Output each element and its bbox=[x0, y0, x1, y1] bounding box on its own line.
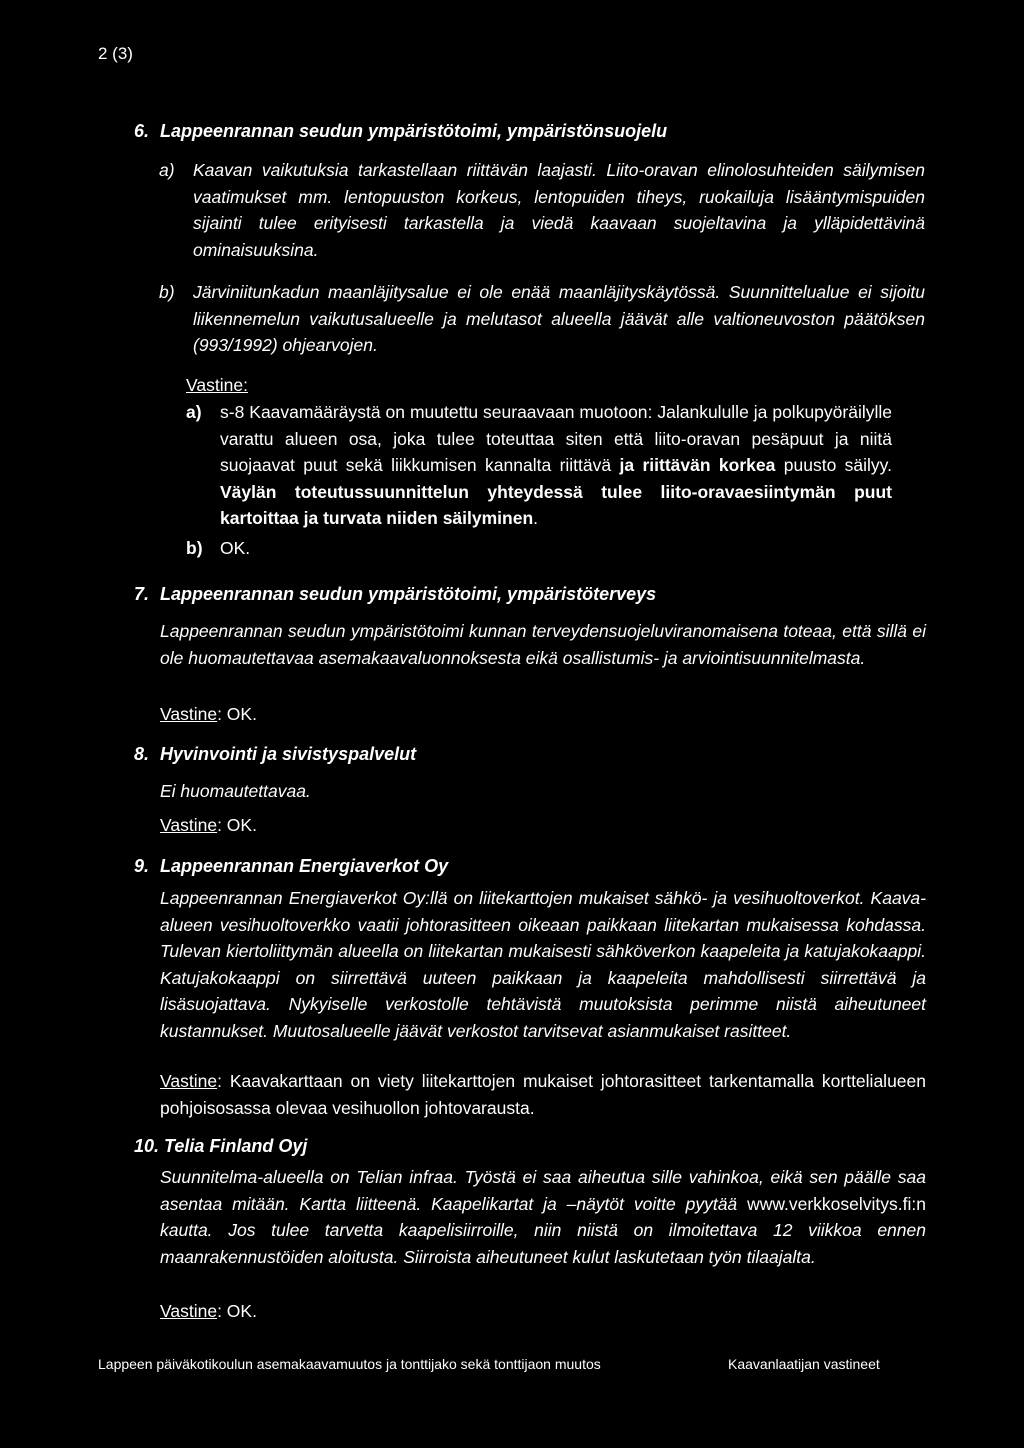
section-10-title: Telia Finland Oyj bbox=[164, 1136, 308, 1156]
point-a-label: a) bbox=[159, 160, 175, 180]
section-6-vastine-label: Vastine: bbox=[186, 375, 248, 395]
section-9-vastine bbox=[160, 1068, 926, 1121]
section-7-text: Lappeenrannan seudun ympäristötoimi kunnan terveydensuojeluviranomaisena toteaa, että sillä ei ole huomautettavaa asemakaavaluonnoksesta eikä osallistumis- ja arviointisuunnitelmasta. bbox=[160, 621, 926, 668]
section-8-title: Hyvinvointi ja sivistyspalvelut bbox=[160, 744, 417, 764]
vastine-a-text-bold-1: ja riittävän korkea bbox=[619, 455, 776, 475]
section-9-vastine-label: Vastine bbox=[160, 1071, 218, 1091]
section-9-vastine-text: : Kaavakarttaan on viety liitekarttojen mukaiset johtorasitteet tarkentamalla korttelialueen pohjoisosassa olevaa vesihuollon johtovarausta. bbox=[160, 1071, 926, 1118]
footer-right: Kaavanlaatijan vastineet bbox=[728, 1356, 880, 1372]
section-8-number: 8. bbox=[134, 744, 150, 764]
vastine-b-text: OK. bbox=[220, 538, 251, 558]
section-10-vastine-text: : OK. bbox=[217, 1301, 257, 1321]
point-a-text: Kaavan vaikutuksia tarkastellaan riittävän laajasti. Liito-oravan elinolosuhteiden säilymisen vaatimukset mm. lentopuuston korkeus, lentopuiden tiheys, ruokailuja lisääntymispuiden sijainti tulee erityisesti tarkastella ja viedä kaavaan suojeltavina ja ylläpidettävinä ominaisuuksina. bbox=[193, 160, 925, 260]
vastine-a-text-1: s-8 Kaavamääräystä on muutettu seuraavaan muotoon: Jalankululle ja polkupyöräilylle varattu alueen osa, joka tulee toteuttaa siten että liito-oravan pesäpuut ja niitä suojaavat puut sekä liikkumisen kannalta riittävä bbox=[220, 402, 892, 475]
section-10-heading bbox=[134, 1136, 307, 1157]
section-7-vastine bbox=[160, 701, 257, 728]
vastine-a-text-3: . bbox=[533, 508, 539, 528]
section-6-vastine-a bbox=[186, 399, 892, 532]
section-7-title: Lappeenrannan seudun ympäristötoimi, ympäristöterveys bbox=[160, 584, 657, 604]
footer-left: Lappeen päiväkotikoulun asemakaavamuutos ja tonttijako sekä tonttijaon muutos bbox=[98, 1356, 601, 1372]
section-6-point-b bbox=[159, 279, 925, 359]
section-7-vastine-label: Vastine bbox=[160, 704, 218, 724]
section-6-title: Lappeenrannan seudun ympäristötoimi, ympäristönsuojelu bbox=[160, 121, 668, 141]
section-10-text bbox=[160, 1164, 926, 1270]
vastine-b-label: b) bbox=[186, 538, 203, 558]
section-10-text-2: kautta. Jos tulee tarvetta kaapelisiirroille, niin niistä on ilmoitettava 12 viikkoa ennen maanrakennustöiden aloitusta. Siirroista aiheutuneet kulut laskutetaan työn tilaajalta. bbox=[160, 1220, 926, 1267]
vastine-a-text-2: puusto säilyy. bbox=[775, 455, 892, 475]
section-8-text: Ei huomautettavaa. bbox=[160, 781, 311, 801]
section-6-vastine-b bbox=[186, 535, 251, 562]
section-8-heading bbox=[134, 744, 416, 765]
section-10-vastine-label: Vastine bbox=[160, 1301, 218, 1321]
section-9-number: 9. bbox=[134, 856, 150, 876]
section-8-vastine-label: Vastine bbox=[160, 815, 218, 835]
vastine-a-text-bold-2: Väylän toteutussuunnittelun yhteydessä tulee liito-oravaesiintymän puut kartoittaa ja turvata niiden säilyminen bbox=[220, 481, 892, 528]
section-8-vastine bbox=[160, 812, 257, 839]
vastine-a-label: a) bbox=[186, 402, 202, 422]
section-6-point-a bbox=[159, 157, 925, 263]
section-7-number: 7. bbox=[134, 584, 150, 604]
point-b-text: Järviniitunkadun maanläjitysalue ei ole enää maanläjityskäytössä. Suunnittelualue ei sijoitu liikennemelun vaikutusalueelle ja melutasot alueella jäävät alle valtioneuvoston päätöksen (993/1992) ohjearvojen. bbox=[193, 282, 925, 355]
section-9-text: Lappeenrannan Energiaverkot Oy:llä on liitekarttojen mukaiset sähkö- ja vesihuoltoverkot. Kaava-alueen vesihuoltoverkko vaatii johtorasitteen oikeaan paikkaan liitekartan mukaisessa kohdassa. Tulevan kiertoliittymän alueella on liitekartan mukaisesti sähköverkon kaapeleita ja katujakokaappi. Katujakokaappi on siirrettävä uuteen paikkaan ja kaapeleita mahdollisesti siirrettävä ja lisäsuojattava. Nykyiselle verkostolle tehtävistä muutoksista perimme niistä aiheutuneet kustannukset. Muutosalueelle jäävät verkostot tarvitsevat asianmukaiset rasitteet. bbox=[160, 888, 926, 1041]
section-8-vastine-text: : OK. bbox=[217, 815, 257, 835]
point-b-label: b) bbox=[159, 282, 175, 302]
section-10-text-1: Suunnitelma-alueella on Telian infraa. Työstä ei saa aiheutua sille vahinkoa, eikä sen päälle saa asentaa mitään. Kartta liitteenä. Kaapelikartat ja –näytöt voitte pyytää bbox=[160, 1167, 926, 1214]
section-7-heading bbox=[134, 584, 656, 605]
section-9-heading bbox=[134, 856, 448, 877]
section-9-title: Lappeenrannan Energiaverkot Oy bbox=[160, 856, 449, 876]
section-7-vastine-text: : OK. bbox=[217, 704, 257, 724]
section-6-number: 6. bbox=[134, 121, 150, 141]
section-6-heading bbox=[134, 121, 667, 142]
section-10-url: www.verkkoselvitys.fi:n bbox=[747, 1193, 926, 1214]
section-10-vastine bbox=[160, 1298, 257, 1325]
page-number: 2 (3) bbox=[98, 44, 133, 63]
section-10-number: 10. bbox=[134, 1136, 160, 1156]
